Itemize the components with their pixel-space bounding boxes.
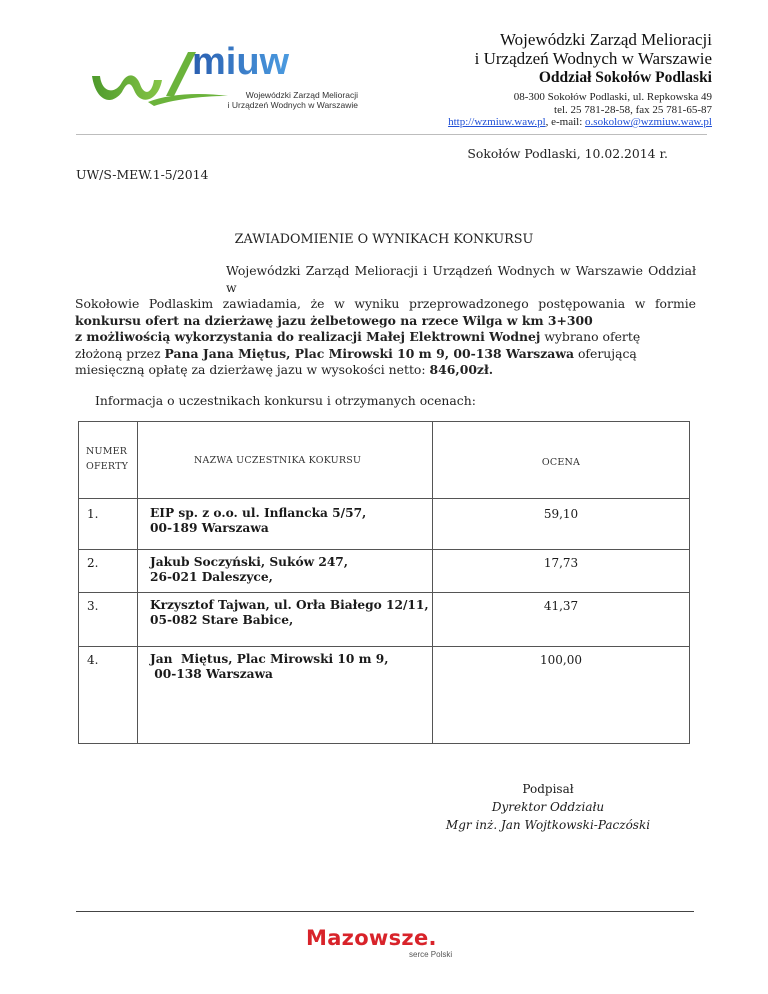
row-participant [138, 550, 433, 593]
org-name-line-1: Wojewódzki Zarząd Melioracji [500, 30, 712, 49]
table-header-row [79, 422, 690, 499]
tender-subject: konkursu ofert na dzierżawę jazu żelbetowego na rzece Wilga w km 3+300 [75, 312, 593, 328]
logo-wordmark: miuw [192, 41, 290, 83]
paragraph-line-1: Wojewódzki Zarząd Melioracji i Urządzeń Wodnych w Warszawie Oddział w [226, 263, 696, 295]
table-row [79, 647, 690, 744]
winning-bidder: Pana Jana Miętus, Plac Mirowski 10 m 9, 00-138 Warszawa [164, 345, 575, 361]
row-number [79, 647, 138, 744]
org-contact [448, 116, 712, 129]
table-row [79, 499, 690, 550]
header-participant-name-label: NAZWA UCZESTNIKA KOKURSU [194, 455, 362, 466]
row-score [433, 593, 690, 647]
paragraph-line-6 [75, 362, 696, 379]
row-participant [138, 647, 433, 744]
row-score [433, 499, 690, 550]
row-number-text: 2. [87, 556, 99, 570]
organization-header [448, 30, 712, 129]
header-offer-number-label: NUMER OFERTY [86, 446, 129, 472]
org-name-line-2: i Urządzeń Wodnych w Warszawie [474, 49, 712, 68]
signature-role [398, 798, 698, 816]
org-branch: Oddział Sokołów Podlaski [538, 69, 712, 86]
org-address: 08-300 Sokołów Podlaski, ul. Repkowska 49 [513, 91, 712, 103]
email-label: , e-mail: [545, 116, 586, 128]
row-participant [138, 593, 433, 647]
participant-address: 05-082 Stare Babice, [150, 613, 294, 627]
footer-tagline: serce Polski [409, 950, 453, 959]
table-row [79, 550, 690, 593]
footer-logo [306, 926, 466, 966]
row-number-text: 1. [87, 507, 99, 521]
signature-label: Podpisał [522, 782, 574, 796]
footer-divider [76, 911, 694, 912]
table-row [79, 593, 690, 647]
header-offer-number [79, 422, 138, 499]
notice-paragraph [75, 263, 696, 379]
logo-caption-line-1: Wojewódzki Zarząd Melioracji [245, 90, 358, 100]
paragraph-line-5-pre: złożoną przez [75, 345, 165, 361]
results-table [78, 421, 690, 744]
participant-address: 00-189 Warszawa [150, 521, 269, 535]
logo [88, 36, 368, 116]
participant-name: EIP sp. z o.o. ul. Inflancka 5/57, [150, 506, 367, 520]
participant-name: Jakub Soczyński, Suków 247, [150, 555, 349, 569]
score-value: 100,00 [540, 653, 582, 667]
email-link[interactable]: o.sokolow@wzmiuw.waw.pl [585, 116, 712, 128]
row-score [433, 647, 690, 744]
row-number-text: 4. [87, 653, 99, 667]
monthly-fee: 846,00zł. [429, 362, 494, 377]
logo-caption-line-2: i Urządzeń Wodnych w Warszawie [227, 100, 358, 110]
row-participant [138, 499, 433, 550]
signature-role-text: Dyrektor Oddziału [491, 800, 605, 814]
logo-caption [196, 90, 358, 110]
score-value: 41,37 [543, 599, 579, 613]
footer-brand: Mazowsze. [306, 926, 437, 950]
header-score-label: OCENA [541, 457, 581, 468]
paragraph-line-4 [75, 329, 696, 346]
score-value: 59,10 [543, 507, 579, 521]
participant-name: Jan Miętus, Plac Mirowski 10 m 9, [150, 652, 389, 666]
tender-purpose: z możliwością wykorzystania do realizacji Małej Elektrowni Wodnej [75, 329, 541, 344]
row-score [433, 550, 690, 593]
header-score [433, 422, 690, 499]
participant-address: 26-021 Daleszyce, [150, 570, 273, 584]
participant-address: 00-138 Warszawa [150, 667, 273, 681]
paragraph-line-5 [75, 346, 696, 363]
row-number [79, 550, 138, 593]
paragraph-line-4-tail: wybrano ofertę [540, 329, 641, 344]
row-number [79, 499, 138, 550]
paragraph-line-6-pre: miesięczną opłatę za dzierżawę jazu w wysokości netto: [75, 362, 430, 377]
document-title: ZAWIADOMIENIE O WYNIKACH KONKURSU [234, 232, 534, 247]
score-value: 17,73 [543, 556, 579, 570]
date-line: Sokołów Podlaski, 10.02.2014 r. [467, 146, 668, 161]
reference-number: UW/S-MEW.1-5/2014 [76, 167, 209, 182]
signature-name-text: Mgr inż. Jan Wojtkowski-Paczóski [445, 818, 651, 832]
paragraph-line-5-tail: oferującą [574, 345, 637, 361]
paragraph-line-3 [75, 313, 696, 330]
paragraph-line-2: Sokołowie Podlaskim zawiadamia, że w wyniku przeprowadzonego postępowania w formie [75, 296, 696, 311]
header-participant-name [138, 422, 433, 499]
header-divider [76, 134, 707, 135]
org-phone: tel. 25 781-28-58, fax 25 781-65-87 [554, 103, 712, 116]
row-number [79, 593, 138, 647]
row-number-text: 3. [87, 599, 99, 613]
website-link[interactable]: http://wzmiuw.waw.pl [448, 116, 546, 128]
signature-block [398, 780, 698, 834]
participants-info-line: Informacja o uczestnikach konkursu i otrzymanych ocenach: [95, 393, 476, 408]
participant-name: Krzysztof Tajwan, ul. Orła Białego 12/11, [150, 598, 429, 612]
signature-name [398, 816, 698, 834]
